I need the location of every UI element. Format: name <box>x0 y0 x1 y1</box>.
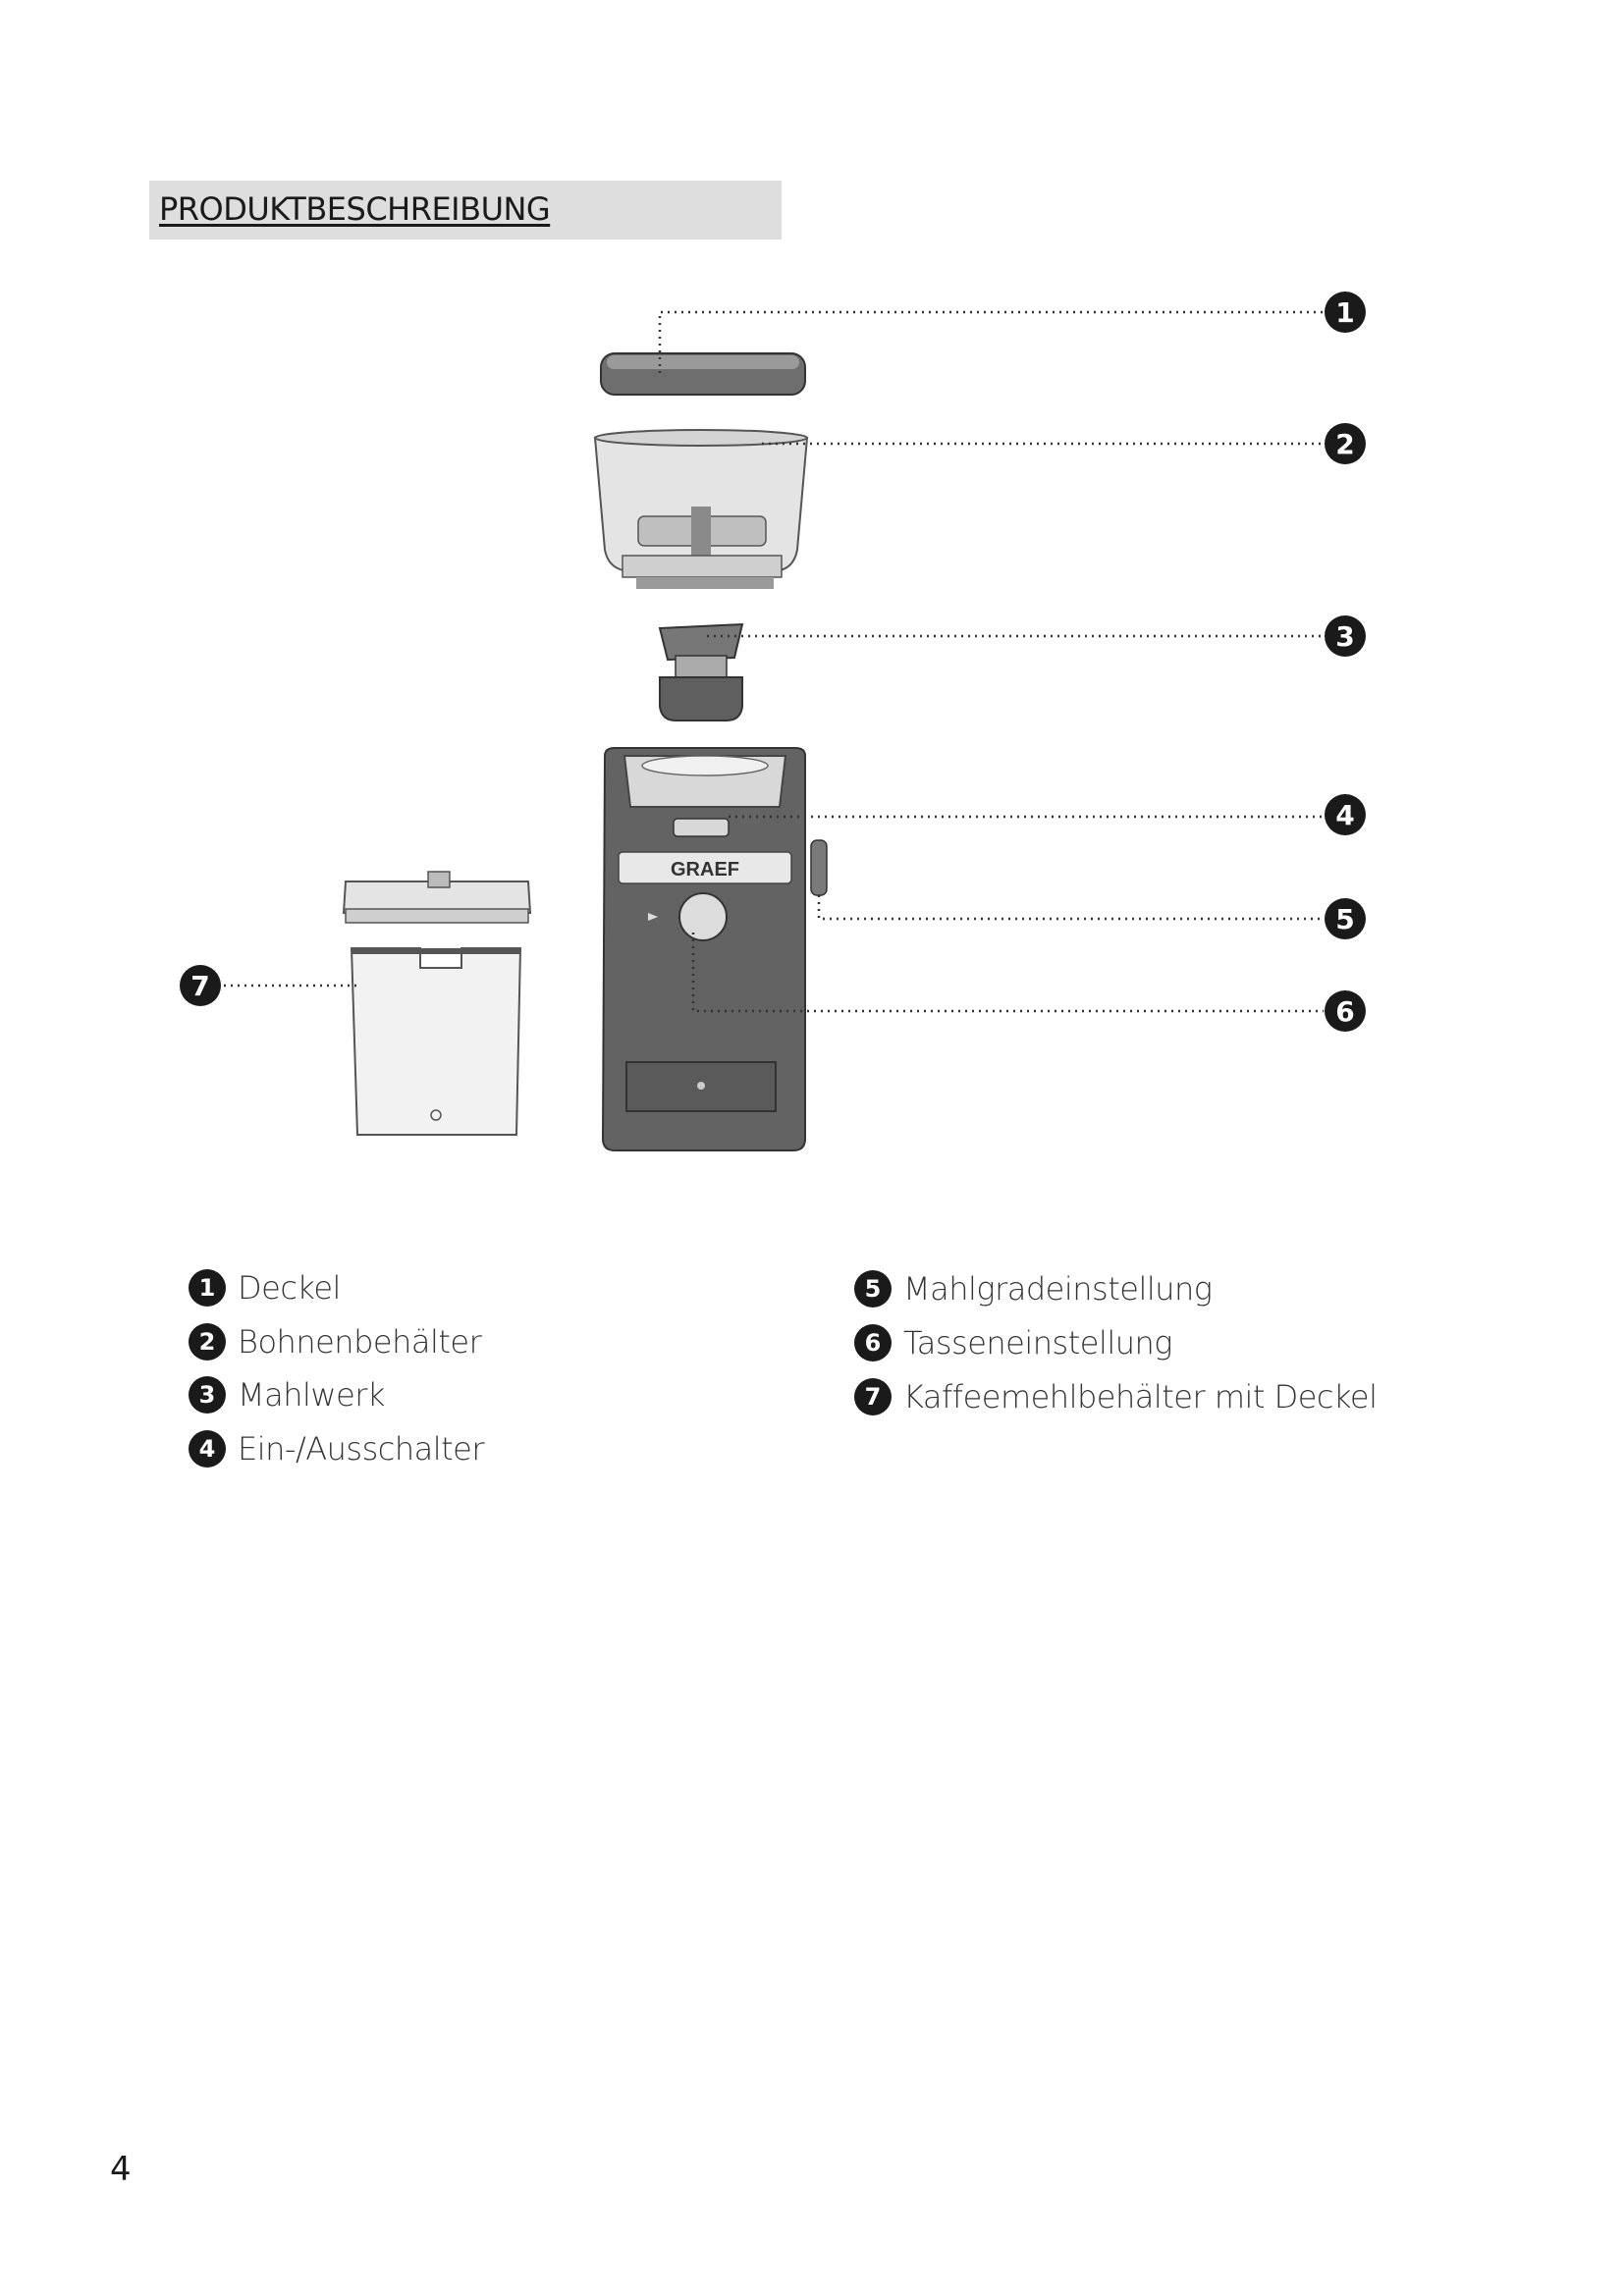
callout-4 <box>1325 794 1366 835</box>
grinder-part <box>660 624 742 721</box>
legend-number: 6 <box>854 1324 892 1362</box>
grinder-body <box>603 748 827 1150</box>
callout-6 <box>1325 990 1366 1032</box>
section-heading: PRODUKTBESCHREIBUNG <box>159 190 551 228</box>
callout-5 <box>1325 898 1366 939</box>
callout-1 <box>1325 292 1366 333</box>
legend-item-kaffeemehlbehaelter <box>854 1375 1377 1418</box>
grounds-container-part <box>344 872 530 1135</box>
brand-label: GRAEF <box>671 859 739 881</box>
legend-label: Ein-/Ausschalter <box>238 1430 484 1468</box>
legend-label: Deckel <box>238 1269 341 1307</box>
svg-text:1: 1 <box>1335 296 1355 329</box>
svg-text:7: 7 <box>190 970 210 1002</box>
svg-text:2: 2 <box>1335 428 1355 460</box>
lid-part <box>601 353 805 395</box>
page-number: 4 <box>110 2150 132 2189</box>
legend-item-deckel <box>189 1266 341 1309</box>
legend-number: 3 <box>189 1376 226 1414</box>
legend-item-mahlgradeinstellung <box>854 1267 1212 1310</box>
legend-number: 4 <box>189 1430 226 1468</box>
svg-text:3: 3 <box>1335 620 1355 653</box>
callout-3 <box>1325 615 1366 657</box>
callout-2 <box>1325 423 1366 464</box>
legend-number: 2 <box>189 1323 226 1361</box>
legend-number: 1 <box>189 1269 226 1307</box>
legend-number: 5 <box>854 1270 892 1308</box>
legend-item-mahlwerk <box>189 1373 385 1416</box>
svg-text:4: 4 <box>1335 799 1355 831</box>
legend-label: Mahlgradeinstellung <box>903 1270 1213 1308</box>
svg-text:6: 6 <box>1335 995 1355 1028</box>
bean-hopper-part <box>595 430 807 589</box>
legend-label: Tasseneinstellung <box>903 1324 1172 1362</box>
legend-label: Kaffeemehlbehälter mit Deckel <box>903 1378 1378 1415</box>
legend-number: 7 <box>854 1378 892 1415</box>
legend-item-ein-ausschalter <box>189 1427 484 1470</box>
legend-label: Mahlwerk <box>238 1376 385 1414</box>
legend-item-tasseneinstellung <box>854 1321 1172 1364</box>
legend-label: Bohnenbehälter <box>238 1323 482 1361</box>
svg-text:5: 5 <box>1335 903 1355 935</box>
legend-item-bohnenbehaelter <box>189 1320 481 1363</box>
callout-7 <box>180 965 221 1006</box>
